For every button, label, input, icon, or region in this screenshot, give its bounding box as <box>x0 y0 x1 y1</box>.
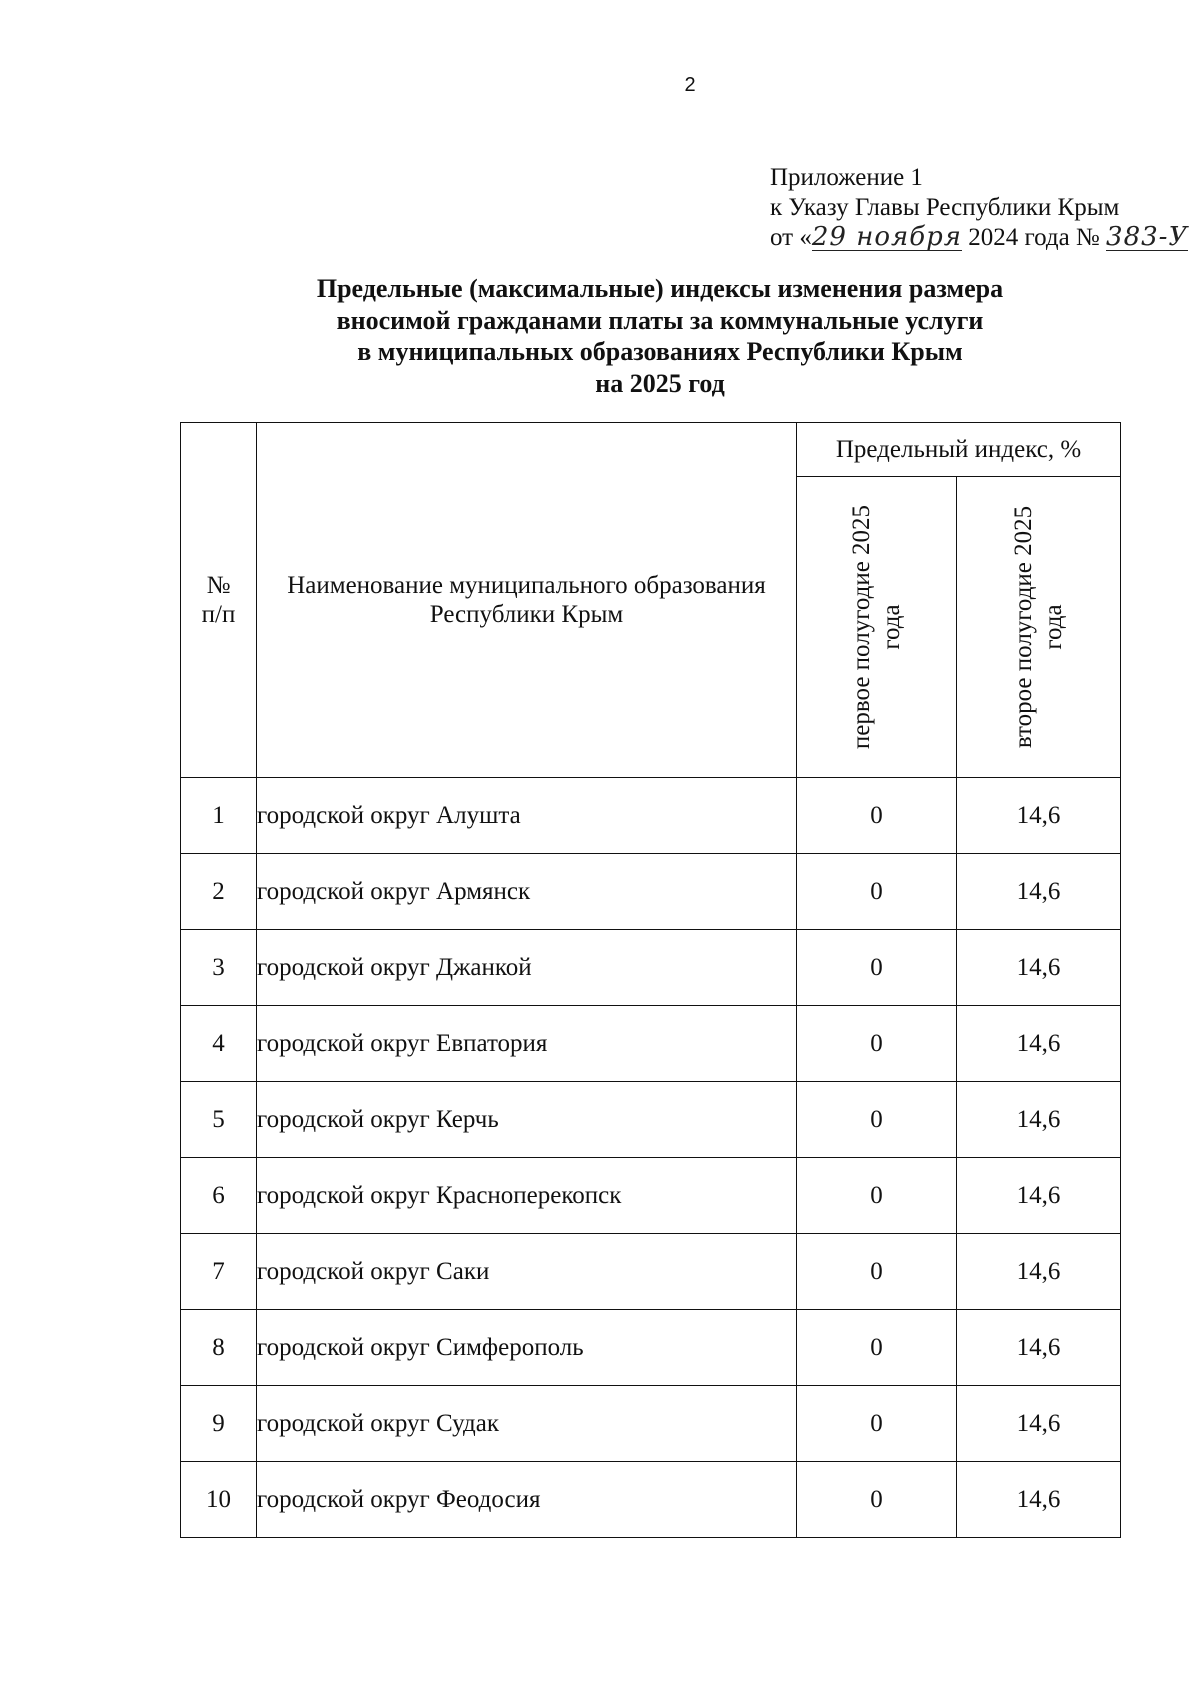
row-number: 4 <box>181 1006 257 1082</box>
row-number: 7 <box>181 1234 257 1310</box>
table-row <box>181 1158 1121 1234</box>
title-line-4: на 2025 год <box>595 368 725 398</box>
municipality-name: городской округ Саки <box>257 1234 797 1310</box>
table-row <box>181 778 1121 854</box>
date-prefix: от « <box>770 224 812 251</box>
header-row-top <box>181 423 1121 477</box>
second-half-value: 14,6 <box>957 1386 1121 1462</box>
title-line-1: Предельные (максимальные) индексы изменения размера <box>316 274 1004 303</box>
header-name <box>257 423 797 778</box>
row-number: 1 <box>181 778 257 854</box>
appendix-block <box>770 163 1188 253</box>
header-name-text: Наименование муниципального образования Республики Крым <box>287 572 766 628</box>
header-first-half-text: первое полугодие 2025 года <box>847 504 905 750</box>
appendix-line-1: Приложение 1 <box>770 164 923 191</box>
header-second-half-text: второе полугодие 2025 года <box>1009 505 1067 749</box>
first-half-value: 0 <box>797 1310 957 1386</box>
header-number-text: № п/п <box>201 572 236 628</box>
year-text: 2024 года № <box>968 224 1100 251</box>
header-second-half <box>957 477 1121 778</box>
row-number: 6 <box>181 1158 257 1234</box>
municipality-name: городской округ Джанкой <box>257 930 797 1006</box>
municipality-name: городской округ Керчь <box>257 1082 797 1158</box>
second-half-value: 14,6 <box>957 854 1121 930</box>
table-row <box>181 854 1121 930</box>
municipality-name: городской округ Армянск <box>257 854 797 930</box>
municipality-name: городской округ Симферополь <box>257 1310 797 1386</box>
municipality-name: городской округ Евпатория <box>257 1006 797 1082</box>
row-number: 3 <box>181 930 257 1006</box>
header-first-half <box>797 477 957 778</box>
header-index-group <box>797 423 1121 477</box>
row-number: 5 <box>181 1082 257 1158</box>
row-number: 9 <box>181 1386 257 1462</box>
second-half-value: 14,6 <box>957 1006 1121 1082</box>
table-row <box>181 1082 1121 1158</box>
title-line-3: в муниципальных образованиях Республики Крым <box>357 337 963 366</box>
table-row <box>181 1006 1121 1082</box>
table-row <box>181 1310 1121 1386</box>
appendix-date-line <box>770 223 1188 253</box>
appendix-line-2: к Указу Главы Республики Крым <box>770 194 1120 221</box>
municipality-name: городской округ Красноперекопск <box>257 1158 797 1234</box>
first-half-value: 0 <box>797 1234 957 1310</box>
table-row <box>181 1234 1121 1310</box>
first-half-value: 0 <box>797 1462 957 1538</box>
table-row <box>181 1386 1121 1462</box>
second-half-value: 14,6 <box>957 1462 1121 1538</box>
document-title <box>180 273 1140 399</box>
municipality-name: городской округ Феодосия <box>257 1462 797 1538</box>
first-half-value: 0 <box>797 1082 957 1158</box>
second-half-value: 14,6 <box>957 930 1121 1006</box>
row-number: 8 <box>181 1310 257 1386</box>
row-number: 10 <box>181 1462 257 1538</box>
first-half-value: 0 <box>797 1386 957 1462</box>
first-half-value: 0 <box>797 1006 957 1082</box>
handwritten-decree-number: 383-У <box>1106 222 1189 252</box>
title-line-2: вносимой гражданами платы за коммунальные услуги <box>336 305 984 335</box>
second-half-value: 14,6 <box>957 1158 1121 1234</box>
second-half-value: 14,6 <box>957 778 1121 854</box>
first-half-value: 0 <box>797 930 957 1006</box>
handwritten-date: 29 ноября <box>811 222 962 252</box>
page-number: 2 <box>684 74 696 96</box>
header-number <box>181 423 257 778</box>
table-row <box>181 1462 1121 1538</box>
second-half-value: 14,6 <box>957 1234 1121 1310</box>
index-table <box>180 422 1121 1538</box>
second-half-value: 14,6 <box>957 1082 1121 1158</box>
first-half-value: 0 <box>797 1158 957 1234</box>
first-half-value: 0 <box>797 854 957 930</box>
header-index-group-text: Предельный индекс, % <box>835 435 1082 463</box>
first-half-value: 0 <box>797 778 957 854</box>
table-row <box>181 930 1121 1006</box>
municipality-name: городской округ Судак <box>257 1386 797 1462</box>
municipality-name: городской округ Алушта <box>257 778 797 854</box>
row-number: 2 <box>181 854 257 930</box>
second-half-value: 14,6 <box>957 1310 1121 1386</box>
